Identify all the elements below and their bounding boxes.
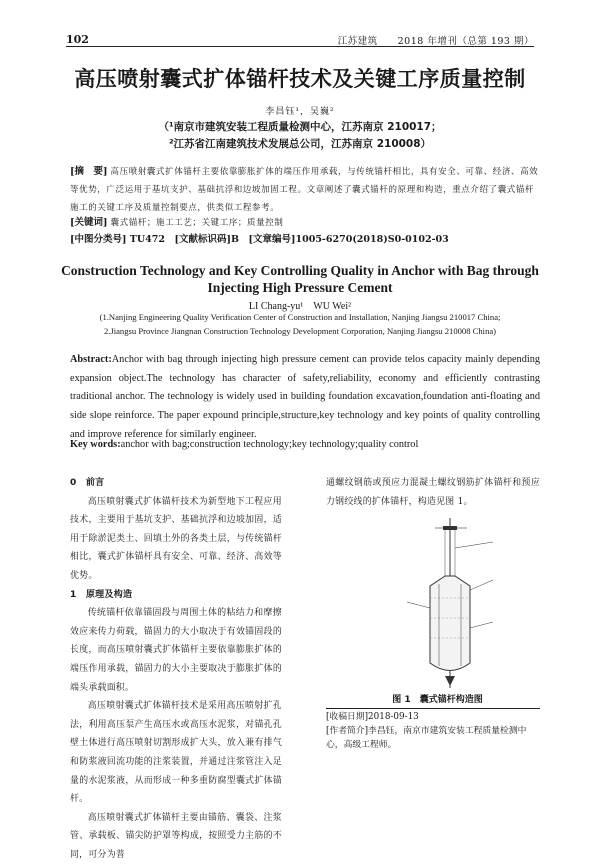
keywords-english <box>70 436 540 455</box>
authors-english: LI Chang-yu¹ WU Wei² <box>248 301 352 312</box>
body-right-column <box>326 474 540 511</box>
keywords-en-label: Key words: <box>70 439 121 450</box>
paragraph-principle: 传统锚杆依靠锚固段与周围土体的粘结力和摩擦效应来传力荷载，锚固力的大小取决于有效锚固段的长度，而高压喷射囊式扩体锚杆主要依靠膨胀扩体的端压作用承载，锚固力的大小主要取决于膨胀扩体的端头承载面积。 <box>70 608 282 693</box>
affiliation-cn-2: ²江苏省江南建筑技术发展总公司，江苏南京 210008） <box>168 138 432 150</box>
paragraph-intro: 高压喷射囊式扩体锚杆技术为新型地下工程应用技术，主要用于基坑支护、基础抗浮和边坡加固，适用于除淤泥类土、回填土外的各类土层，与传统锚杆相比，囊式扩体锚杆具有安全、可靠、经济、高效等优势。 <box>70 496 282 581</box>
authors-chinese: 李昌钰¹，吴巍² <box>265 107 335 117</box>
running-header <box>66 33 534 47</box>
keywords-chinese <box>70 214 540 232</box>
received-date: [收稿日期]2018-09-13 <box>326 712 419 722</box>
affiliation-cn-1: （¹南京市建筑安装工程质量检测中心，江苏南京 210017； <box>158 121 442 133</box>
affiliation-en-1: (1.Nanjing Engineering Quality Verification Center of Construction and Installation, Nanjing Jiangsu 210017 China; <box>99 312 501 322</box>
footnotes <box>326 710 540 752</box>
keywords-cn-label: [关键词] <box>70 217 108 228</box>
abstract-english <box>70 351 540 445</box>
abstract-en-text: Anchor with bag through injecting high pressure cement can provide telos capacity mainly depending expansion object.The technology has character of safety,reliability, economy and efficiently contrasting traditional anchor. The technology is widely used in building foundation excavation,foundation anti-floating and side slope reinforce. The paper expound principle,structure,key technology and key points of quality controlling and improve reference for similarly engineer. <box>70 354 540 440</box>
anchor-tip-guard <box>445 676 455 686</box>
page-number: 102 <box>66 33 89 46</box>
figure-caption: 图 1 囊式锚杆构造图 <box>392 695 483 705</box>
abstract-chinese <box>70 163 540 217</box>
paragraph-continued: 通螺纹钢筋或预应力混凝土螺纹钢筋扩体锚杆和预应力钢绞线的扩体锚杆，构造见图 1。 <box>326 478 540 507</box>
author-bio: [作者简介]李昌钰，南京市建筑安装工程质量检测中心，高级工程师。 <box>326 726 527 750</box>
bearing-plate <box>443 526 457 530</box>
affiliation-en-2: 2.Jiangsu Province Jiangnan Construction Technology Development Corporation, Nanjing Jiangsu 210008 China) <box>103 326 497 336</box>
footnote-rule <box>326 708 540 709</box>
keywords-en-text: anchor with bag;construction technology;key technology;quality control <box>120 439 419 450</box>
title-chinese: 高压喷射囊式扩体锚杆技术及关键工序质量控制 <box>74 67 526 91</box>
title-english: Construction Technology and Key Controlling Quality in Anchor with Bag through Injecting High Pressure Cement <box>61 263 539 295</box>
abstract-en-label: Abstract: <box>70 354 112 365</box>
journal-info: 江苏建筑 2018 年增刊（总第 193 期） <box>337 36 534 47</box>
classification-line: [中图分类号] TU472 [文献标识码]B [文章编号]1005-6270(2018)S0-0102-03 <box>70 234 449 245</box>
section-heading-0: 0 前言 <box>70 478 105 488</box>
paragraph-method: 高压喷射囊式扩体锚杆技术是采用高压喷射扩孔法，利用高压泵产生高压水或高压水泥浆，对锚孔孔壁土体进行高压喷射切割形成扩大头，放入兼有排气和防浆液回流功能的注浆装置，并通过注浆管注入足量的水泥浆液，从而形成一种多重防腐型囊式扩体锚杆。 <box>70 701 282 805</box>
paragraph-structure: 高压喷射囊式扩体锚杆主要由锚筋、囊袋、注浆管、承载板、锚尖防护罩等构成，按照受力主筋的不同，可分为普 <box>70 812 282 860</box>
abstract-cn-label: [摘 要] <box>70 166 108 177</box>
keywords-cn-text: 囊式锚杆；施工工艺；关键工序；质量控制 <box>110 218 284 228</box>
section-heading-1: 1 原理及构造 <box>70 589 133 600</box>
anchor-structure-figure <box>395 518 505 688</box>
body-left-column <box>70 474 282 864</box>
expansion-bag <box>430 576 470 671</box>
abstract-cn-text: 高压喷射囊式扩体锚杆主要依靠膨胀扩体的端压作用承载，与传统锚杆相比，具有安全、可靠、经济、高效等优势，广泛运用于基坑支护、基础抗浮和边坡加固工程。文章阐述了囊式锚杆的原理和构造，重点介绍了囊式锚杆施工的关键工序及质量控制要点，供类似工程参考。 <box>70 167 539 213</box>
